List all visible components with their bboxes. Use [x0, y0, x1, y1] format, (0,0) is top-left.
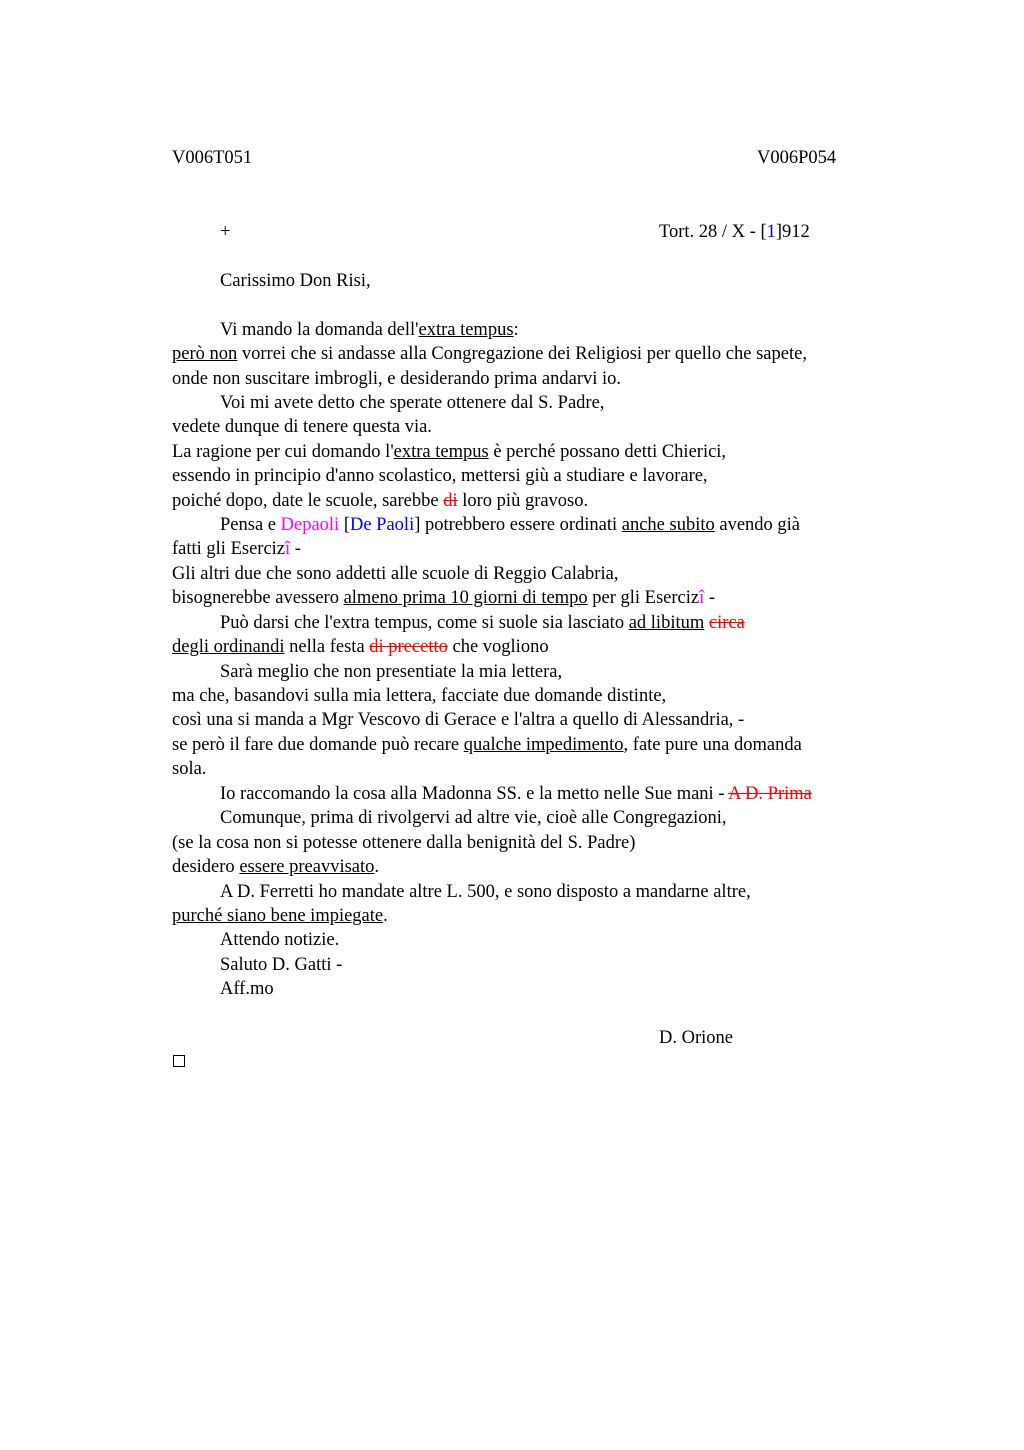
text-run: poiché dopo, date le scuole, sarebbe	[172, 491, 444, 511]
underlined-text: però non	[172, 344, 238, 364]
text-run: -	[704, 588, 716, 608]
signature: D. Orione	[659, 1028, 733, 1048]
letter-line-14	[172, 638, 549, 657]
letter-line-26: Attendo notizie.	[220, 930, 340, 950]
letter-line-5: vedete dunque di tenere questa via.	[172, 417, 432, 437]
document-code-right: V006P054	[757, 148, 837, 168]
letter-line-22: (se la cosa non si potesse ottenere dalla benignità del S. Padre)	[172, 833, 636, 853]
salutation: Carissimo Don Risi,	[220, 271, 371, 291]
letter-line-7: essendo in principio d'anno scolastico, mettersi giù a studiare e lavorare,	[172, 466, 708, 486]
letter-line-11: Gli altri due che sono addetti alle scuole di Reggio Calabria,	[172, 564, 619, 584]
deleted-text: A D. Prima	[728, 784, 812, 804]
letter-line-4: Voi mi avete detto che sperate ottenere dal S. Padre,	[220, 393, 605, 413]
letter-line-1	[220, 321, 519, 340]
text-run: [	[339, 515, 350, 535]
underlined-text: ad libitum	[628, 613, 705, 633]
letter-line-12	[172, 589, 715, 608]
letter-line-27: Saluto D. Gatti -	[220, 955, 343, 975]
letter-line-24: A D. Ferretti ho mandate altre L. 500, e sono disposto a mandarne altre,	[220, 882, 751, 902]
letter-line-3: onde non suscitare imbrogli, e desiderando prima andarvi io.	[172, 369, 622, 389]
letter-line-16: ma che, basandovi sulla mia lettera, facciate due domande distinte,	[172, 686, 667, 706]
text-run: è perché possano detti Chierici,	[488, 442, 727, 462]
text-run: vorrei che si andasse alla Congregazione dei Religiosi per quello che sapete,	[237, 344, 807, 364]
letter-line-19: sola.	[172, 759, 207, 779]
underlined-text: qualche impedimento	[463, 735, 624, 755]
text-run: se però il fare due domande può recare	[172, 735, 464, 755]
editorial-correction: De Paoli	[349, 515, 415, 535]
letter-line-21: Comunque, prima di rivolgervi ad altre vie, cioè alle Congregazioni,	[220, 808, 727, 828]
underlined-text: purché siano bene impiegate	[172, 906, 384, 926]
text-run: , fate pure una domanda	[623, 735, 802, 755]
letter-line-10	[172, 540, 301, 559]
letter-line-2	[172, 345, 807, 364]
text-run: .	[374, 857, 380, 877]
underlined-text: degli ordinandi	[172, 637, 285, 657]
letter-line-15: Sarà meglio che non presentiate la mia lettera,	[220, 662, 563, 682]
dateline	[659, 223, 810, 242]
text-run: fatti gli Eserciz	[172, 539, 286, 559]
letter-line-23	[172, 858, 379, 877]
document-code-left: V006T051	[172, 148, 253, 168]
text-run: Vi mando la domanda dell'	[220, 320, 419, 340]
dateline-suffix: ]912	[775, 222, 810, 242]
text-run: Può darsi che l'extra tempus, come si suole sia lasciato	[220, 613, 629, 633]
underlined-text: almeno prima 10 giorni di tempo	[343, 588, 588, 608]
text-run: per gli Eserciz	[587, 588, 700, 608]
original-spelling: î	[285, 539, 291, 559]
text-run: .	[383, 906, 388, 926]
text-run: nella festa	[284, 637, 370, 657]
text-run: :	[513, 320, 519, 340]
text-run: avendo già	[714, 515, 801, 535]
underlined-text: anche subito	[621, 515, 715, 535]
letter-line-20	[220, 785, 812, 804]
deleted-text: di precetto	[369, 637, 448, 657]
underlined-text: essere preavvisato	[239, 857, 375, 877]
closing: Aff.mo	[220, 979, 274, 999]
letter-line-18	[172, 736, 802, 755]
text-run: che vogliono	[447, 637, 549, 657]
underlined-text: extra tempus	[418, 320, 514, 340]
dateline-prefix: Tort. 28 / X - [	[659, 222, 767, 242]
letter-line-6	[172, 443, 726, 462]
text-run: -	[290, 539, 301, 559]
original-spelling: î	[699, 588, 705, 608]
text-run: Io raccomando la cosa alla Madonna SS. e la metto nelle Sue mani -	[220, 784, 729, 804]
underlined-text: extra tempus	[393, 442, 489, 462]
cross-symbol: +	[220, 222, 231, 242]
letter-line-25	[172, 907, 388, 926]
original-spelling: Depaoli	[280, 515, 340, 535]
text-run: desidero	[172, 857, 240, 877]
letter-line-13	[220, 614, 745, 633]
deleted-text: di	[443, 491, 458, 511]
dateline-year-insert: 1	[766, 222, 776, 242]
deleted-text: circa	[708, 613, 745, 633]
letter-line-17: così una si manda a Mgr Vescovo di Gerace e l'altra a quello di Alessandria, -	[172, 710, 745, 730]
text-run: ] potrebbero essere ordinati	[414, 515, 622, 535]
letter-line-8	[172, 492, 588, 511]
text-run: Pensa e	[220, 515, 281, 535]
text-run: La ragione per cui domando l'	[172, 442, 394, 462]
text-run: loro più gravoso.	[457, 491, 589, 511]
letter-line-9	[220, 516, 800, 535]
end-marker-box-icon	[173, 1055, 185, 1067]
text-run: bisognerebbe avessero	[172, 588, 344, 608]
